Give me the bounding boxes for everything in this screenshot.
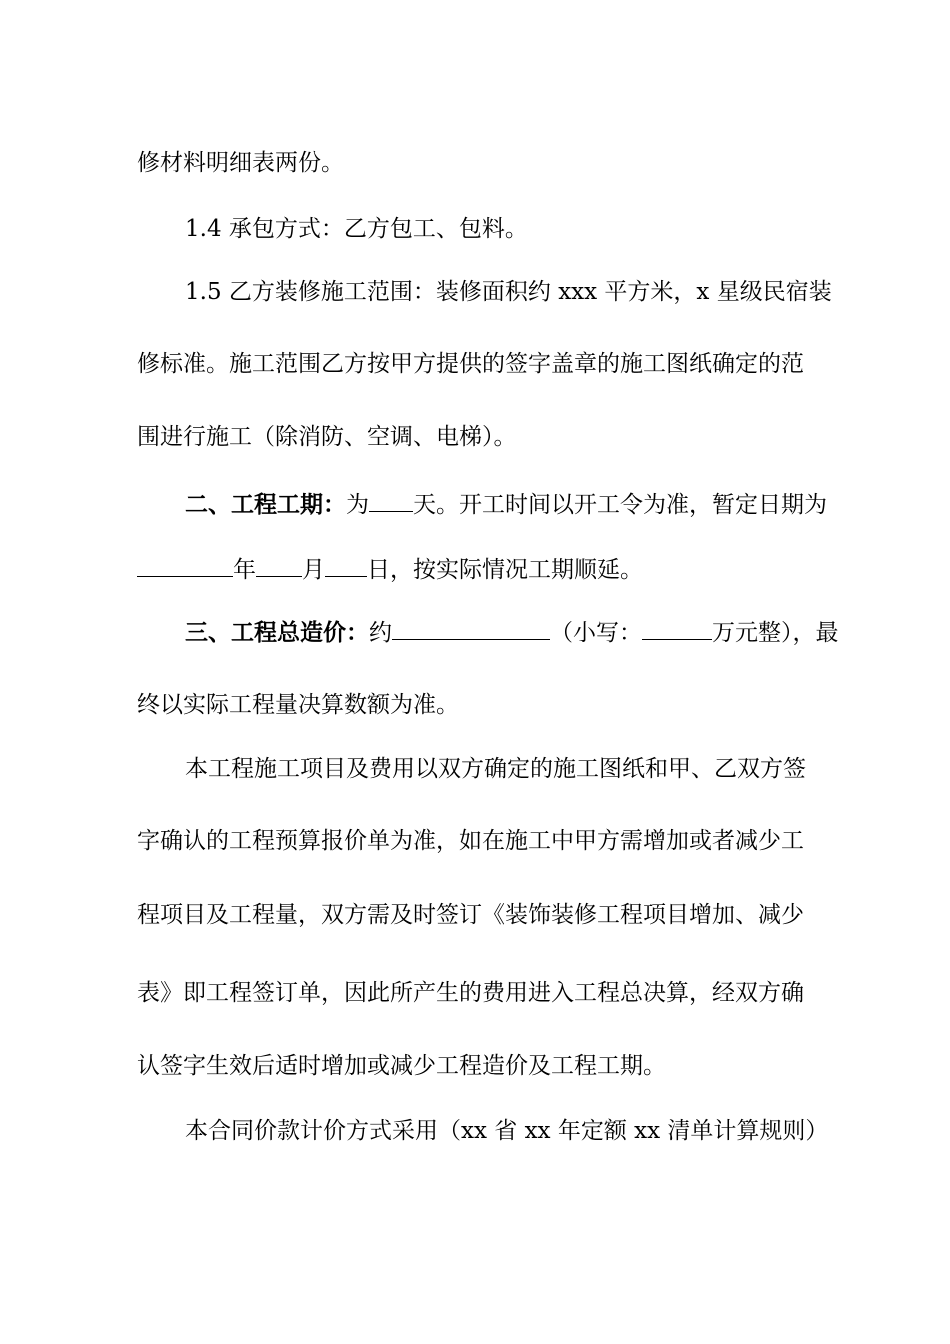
section-3-total-cost — [0, 613, 950, 647]
line-text: 修标准。施工范围乙方按甲方提供的签字盖章的施工图纸确定的范 — [137, 351, 804, 377]
line-text: 表》即工程签订单，因此所产生的费用进入工程总决算，经双方确 — [137, 980, 804, 1006]
blank-field-amount-figures[interactable] — [642, 613, 712, 640]
line-text: 为 — [346, 492, 369, 518]
line-text: 终以实际工程量决算数额为准。 — [137, 692, 459, 718]
paragraph-line — [0, 347, 950, 381]
line-text: 日，按实际情况工期顺延。 — [367, 557, 643, 583]
line-text: 程项目及工程量，双方需及时签订《装饰装修工程项目增加、减少 — [137, 902, 804, 928]
date-line — [0, 550, 950, 584]
line-text: （小写： — [550, 620, 642, 646]
section-heading: 二、工程工期： — [185, 492, 346, 518]
line-text: 修材料明细表两份。 — [137, 150, 344, 176]
paragraph-line — [0, 824, 950, 858]
blank-field-year[interactable] — [137, 550, 233, 577]
blank-field-month[interactable] — [256, 550, 302, 577]
blank-field-day[interactable] — [325, 550, 367, 577]
line-text: 围进行施工（除消防、空调、电梯）。 — [137, 424, 517, 450]
paragraph-line — [0, 688, 950, 722]
paragraph-line — [0, 976, 950, 1010]
line-text: 年 — [233, 557, 256, 583]
paragraph-line — [0, 1114, 950, 1148]
blank-field-days[interactable] — [369, 485, 413, 512]
blank-field-amount[interactable] — [392, 613, 550, 640]
section-2-duration — [0, 485, 950, 519]
paragraph-line — [0, 1049, 950, 1083]
line-text: 1.4 承包方式：乙方包工、包料。 — [185, 216, 528, 242]
line-text: 认签字生效后适时增加或减少工程造价及工程工期。 — [137, 1053, 666, 1079]
clause-1-4 — [0, 212, 950, 246]
paragraph-line — [0, 146, 950, 180]
clause-1-5 — [0, 275, 950, 309]
line-text: 天。开工时间以开工令为准，暂定日期为 — [413, 492, 827, 518]
line-text: 约 — [369, 620, 392, 646]
line-text: 月 — [302, 557, 325, 583]
line-text: 字确认的工程预算报价单为准，如在施工中甲方需增加或者减少工 — [137, 828, 804, 854]
line-text: 本合同价款计价方式采用（xx 省 xx 年定额 xx 清单计算规则） — [185, 1118, 829, 1144]
section-heading: 三、工程总造价： — [185, 620, 369, 646]
paragraph-line — [0, 420, 950, 454]
line-text: 本工程施工项目及费用以双方确定的施工图纸和甲、乙双方签 — [185, 756, 806, 782]
paragraph-line — [0, 752, 950, 786]
line-text: 万元整），最 — [712, 620, 839, 646]
line-text: 1.5 乙方装修施工范围：装修面积约 xxx 平方米，x 星级民宿装 — [185, 279, 832, 305]
paragraph-line — [0, 898, 950, 932]
